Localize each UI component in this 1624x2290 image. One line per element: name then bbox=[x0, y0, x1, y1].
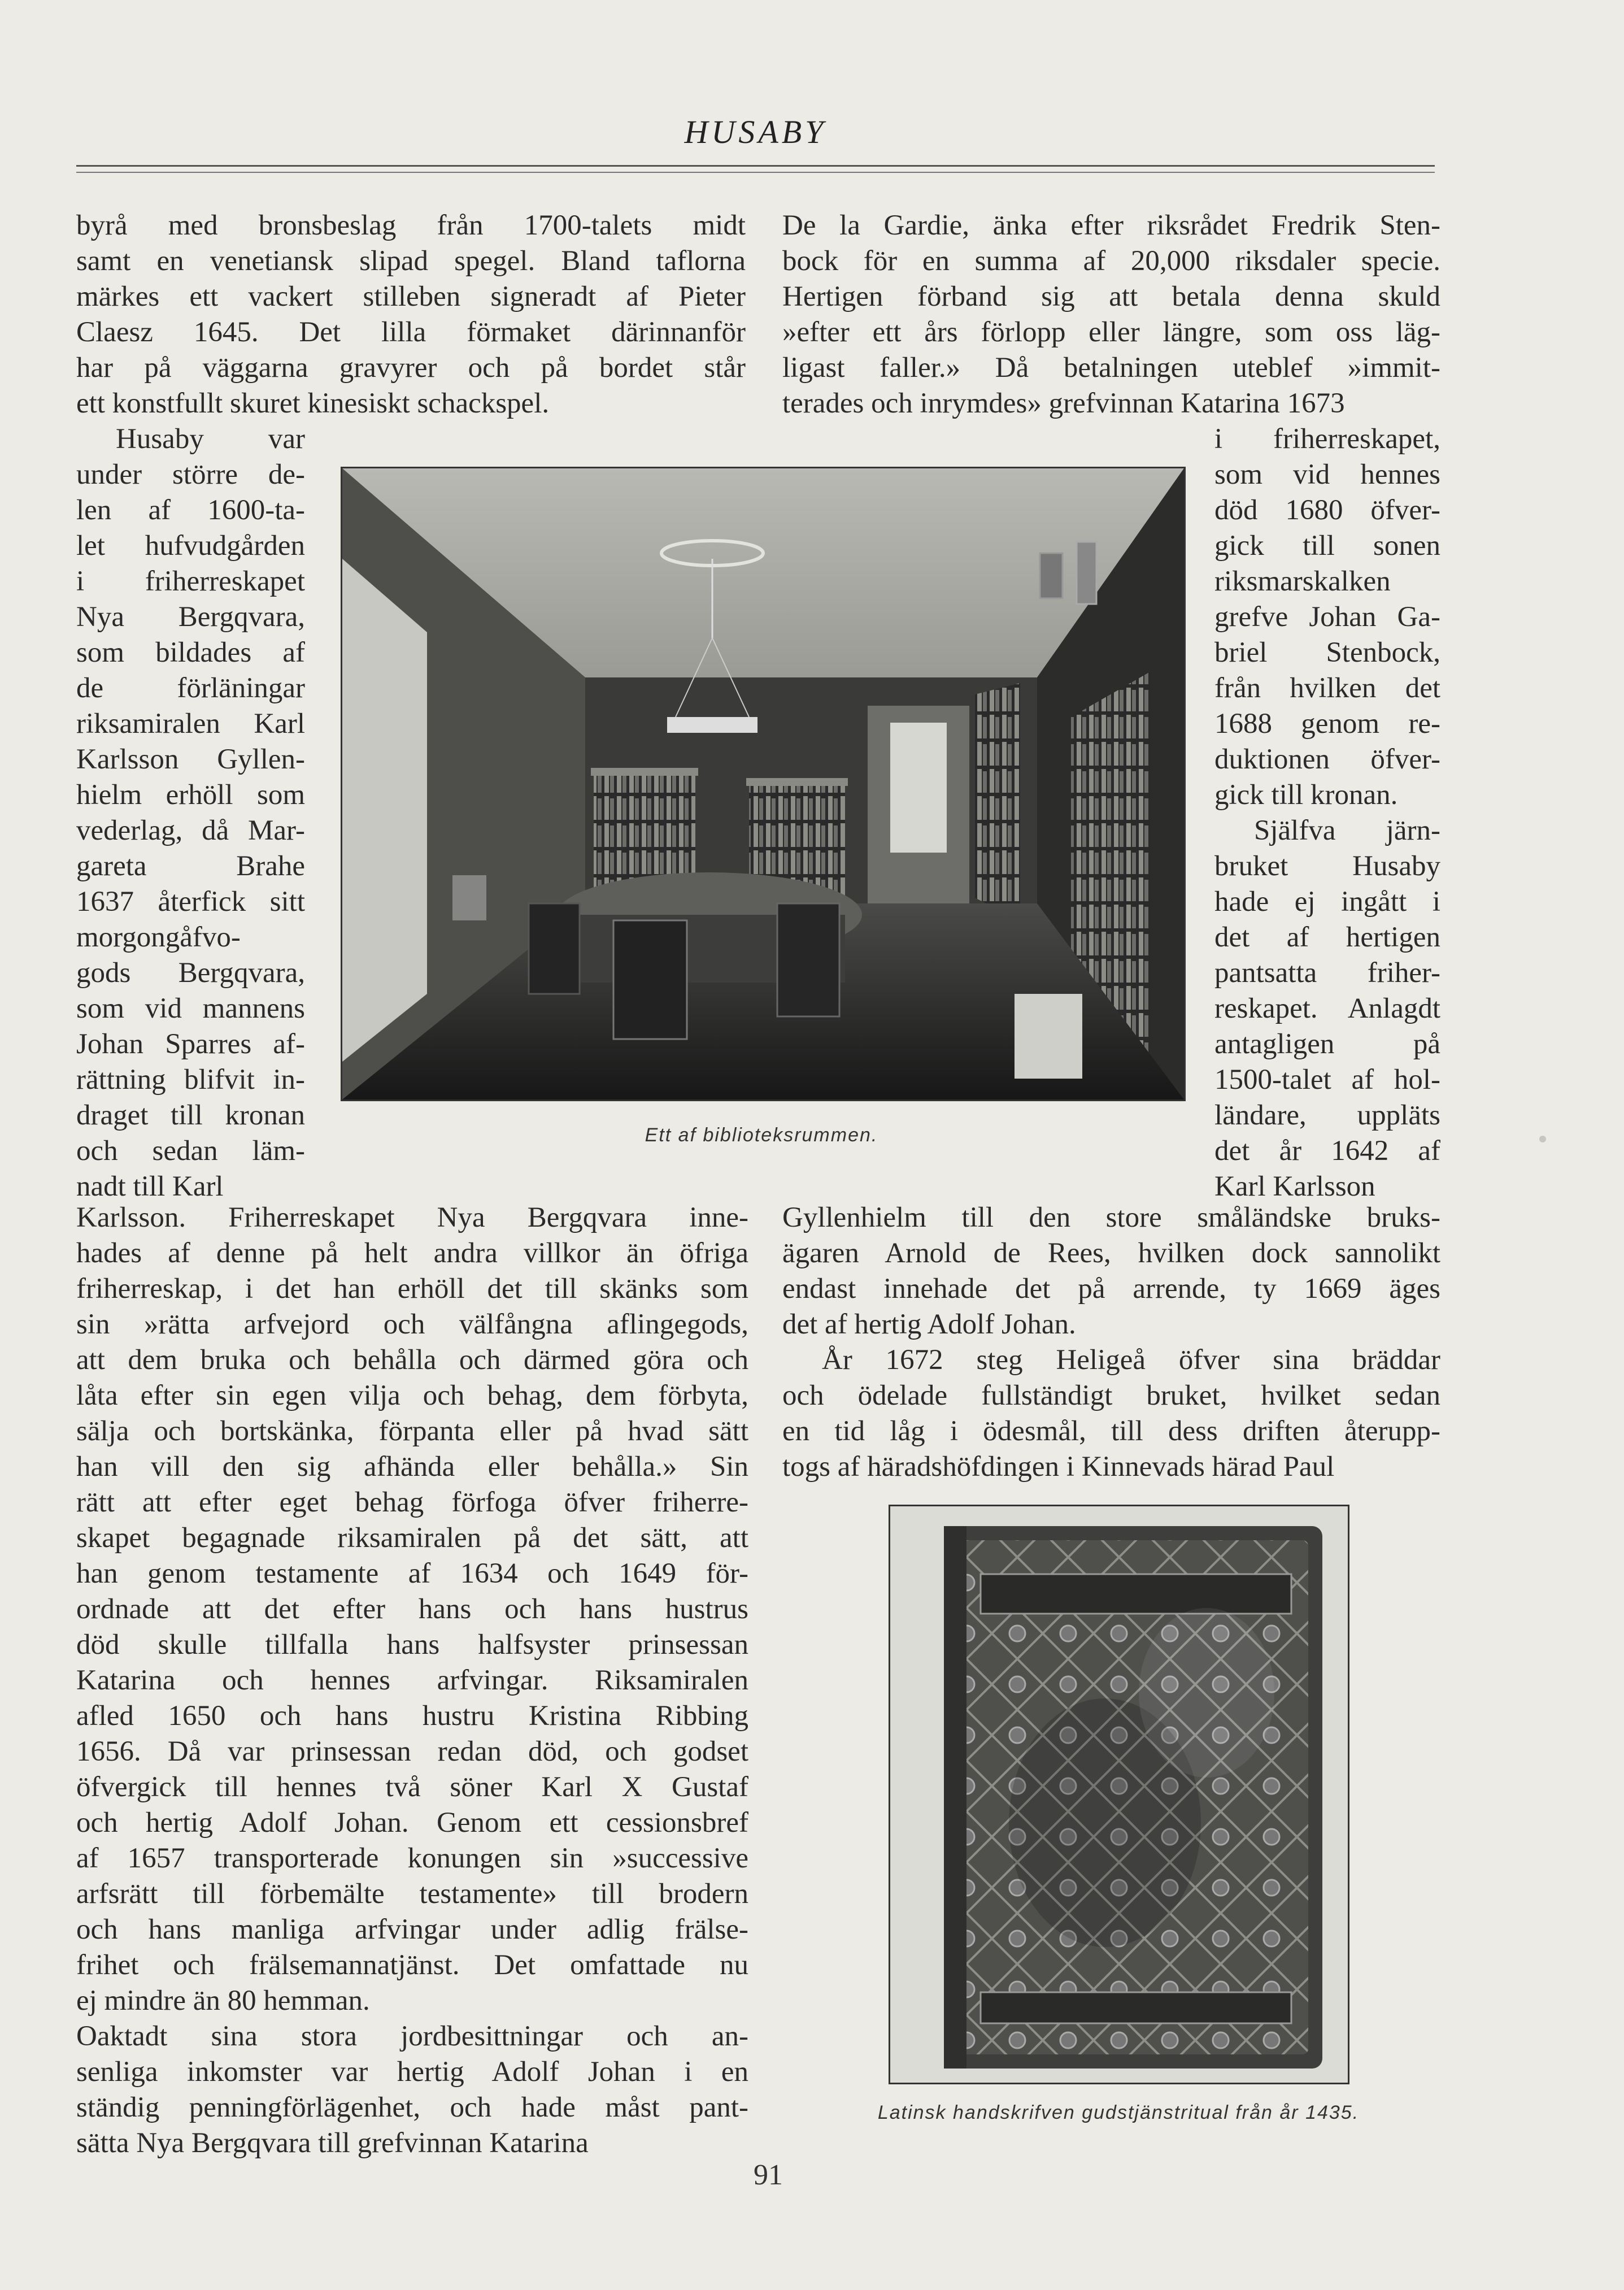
text-line: märkes ett vackert stilleben signeradt af Pieter bbox=[76, 281, 746, 312]
text-line: bock för en summa af 20,000 riksdaler specie. bbox=[782, 245, 1440, 277]
text-line: och ödelade fullständigt bruket, hvilket sedan bbox=[782, 1380, 1440, 1411]
text-line: 1500-talet af hol- bbox=[1214, 1064, 1440, 1096]
text-line: afled 1650 och hans hustru Kristina Ribbing bbox=[76, 1700, 748, 1732]
text-line: Katarina och hennes arfvingar. Riksamiralen bbox=[76, 1665, 748, 1696]
text-line: Själfva järn- bbox=[1254, 815, 1440, 846]
text-line: De la Gardie, änka efter riksrådet Fredrik Sten- bbox=[782, 210, 1440, 241]
text-line: det år 1642 af bbox=[1214, 1135, 1440, 1167]
text-line: ländare, uppläts bbox=[1214, 1100, 1440, 1131]
text-line: pantsatta friher- bbox=[1214, 957, 1440, 989]
text-line: gods Bergqvara, bbox=[76, 957, 305, 989]
text-line: han genom testamente af 1634 och 1649 för- bbox=[76, 1558, 748, 1589]
text-line: ordnade att det efter hans och hans hustrus bbox=[76, 1593, 748, 1625]
text-line: låta efter sin egen vilja och behag, dem förbyta, bbox=[76, 1380, 748, 1411]
right-column-narrow bbox=[1214, 422, 1440, 1205]
right-column-bottom bbox=[782, 1200, 1440, 1485]
text-line: som vid mannens bbox=[76, 993, 305, 1024]
text-line: i friherreskapet, bbox=[1214, 423, 1440, 455]
text-line: arfsrätt till förbemälte testamente» till brodern bbox=[76, 1878, 748, 1910]
text-line: det af hertigen bbox=[1214, 922, 1440, 953]
text-line: de förläningar bbox=[76, 672, 305, 704]
text-line: antagligen på bbox=[1214, 1028, 1440, 1060]
manuscript-caption: Latinsk handskrifven gudstjänstritual från år 1435. bbox=[877, 2102, 1360, 2123]
text-line: 1688 genom re- bbox=[1214, 708, 1440, 740]
text-line: Karlsson. Friherreskapet Nya Bergqvara inne- bbox=[76, 1202, 748, 1233]
page-number: 91 bbox=[754, 2159, 783, 2191]
text-line: riksamiralen Karl bbox=[76, 708, 305, 740]
text-line: År 1672 steg Heligeå öfver sina bräddar bbox=[822, 1344, 1440, 1376]
text-line: han vill den sig afhända eller behålla.» Sin bbox=[76, 1451, 748, 1483]
text-line: duktionen öfver- bbox=[1214, 744, 1440, 775]
text-line: af 1657 transporterade konungen sin »successive bbox=[76, 1843, 748, 1874]
text-line: sin »rätta arfvejord och välfångna aflingegods, bbox=[76, 1309, 748, 1340]
text-line: gick till kronan. bbox=[1214, 779, 1398, 811]
text-line: bruket Husaby bbox=[1214, 850, 1440, 882]
text-line: död skulle tillfalla hans halfsyster prinsessan bbox=[76, 1629, 748, 1661]
text-line: frihet och frälsemannatjänst. Det omfattade nu bbox=[76, 1949, 748, 1981]
text-line: Claesz 1645. Det lilla förmaket därinnanför bbox=[76, 316, 746, 348]
text-line: död 1680 öfver- bbox=[1214, 494, 1440, 526]
text-line: ej mindre än 80 hemman. bbox=[76, 1985, 370, 2017]
text-line: från hvilken det bbox=[1214, 672, 1440, 704]
text-line: gick till sonen bbox=[1214, 530, 1440, 562]
text-line: hade ej ingått i bbox=[1214, 886, 1440, 918]
text-line: och sedan läm- bbox=[76, 1135, 305, 1167]
left-column-top bbox=[76, 208, 746, 422]
text-line: Oaktadt sina stora jordbesittningar och an- bbox=[76, 2020, 748, 2052]
text-line: under större de- bbox=[76, 459, 305, 490]
left-column-bottom bbox=[76, 1200, 748, 2161]
text-line: 1637 återfick sitt bbox=[76, 886, 305, 918]
text-line: skapet begagnade riksamiralen på det sätt, att bbox=[76, 1522, 748, 1554]
text-line: en tid låg i ödesmål, till dess driften återupp- bbox=[782, 1415, 1440, 1447]
text-line: Karlsson Gyllen- bbox=[76, 744, 305, 775]
text-line: ägaren Arnold de Rees, hvilken dock sannolikt bbox=[782, 1237, 1440, 1269]
text-line: sälja och bortskänka, förpanta eller på hvad sätt bbox=[76, 1415, 748, 1447]
left-column-narrow bbox=[76, 422, 305, 1205]
right-column-top bbox=[782, 208, 1440, 422]
text-line: ett konstfullt skuret kinesiskt schackspel. bbox=[76, 388, 550, 419]
text-line: let hufvudgården bbox=[76, 530, 305, 562]
text-line: hades af denne på helt andra villkor än öfriga bbox=[76, 1237, 748, 1269]
text-line: gareta Brahe bbox=[76, 850, 305, 882]
text-line: nadt till Karl bbox=[76, 1171, 224, 1202]
text-line: endast innehade det på arrende, ty 1669 äges bbox=[782, 1273, 1440, 1305]
text-line: och hans manliga arfvingar under adlig frälse- bbox=[76, 1914, 748, 1945]
text-line: hielm erhöll som bbox=[76, 779, 305, 811]
text-line: len af 1600-ta- bbox=[76, 494, 305, 526]
text-line: ständig penningförlägenhet, och hade måst pant- bbox=[76, 2092, 748, 2123]
text-line: Gyllenhielm till den store småländske bruks- bbox=[782, 1202, 1440, 1233]
text-line: terades och inrymdes» grefvinnan Katarina 1673 bbox=[782, 388, 1345, 419]
text-line: öfvergick till hennes två söner Karl X Gustaf bbox=[76, 1771, 748, 1803]
text-line: och hertig Adolf Johan. Genom ett cessionsbref bbox=[76, 1807, 748, 1839]
text-line: ligast faller.» Då betalningen uteblef »immit- bbox=[782, 352, 1440, 384]
text-line: Karl Karlsson bbox=[1214, 1171, 1375, 1202]
text-line: Husaby var bbox=[116, 423, 305, 455]
speck bbox=[1539, 1136, 1546, 1142]
library-photo bbox=[341, 467, 1186, 1101]
text-line: samt en venetiansk slipad spegel. Bland taflorna bbox=[76, 245, 746, 277]
manuscript-photo bbox=[889, 1505, 1349, 2084]
header-rule bbox=[76, 165, 1435, 167]
text-line: sätta Nya Bergqvara till grefvinnan Katarina bbox=[76, 2127, 589, 2159]
text-line: Nya Bergqvara, bbox=[76, 601, 305, 633]
text-line: byrå med bronsbeslag från 1700-talets midt bbox=[76, 210, 746, 241]
text-line: 1656. Då var prinsessan redan död, och godset bbox=[76, 1736, 748, 1767]
text-line: briel Stenbock, bbox=[1214, 637, 1440, 668]
text-line: togs af häradshöfdingen i Kinnevads härad Paul bbox=[782, 1451, 1335, 1483]
text-line: vederlag, då Mar- bbox=[76, 815, 305, 846]
text-line: grefve Johan Ga- bbox=[1214, 601, 1440, 633]
text-line: i friherreskapet bbox=[76, 566, 305, 597]
text-line: Hertigen förband sig att betala denna skuld bbox=[782, 281, 1440, 312]
text-line: som bildades af bbox=[76, 637, 305, 668]
text-line: rättning blifvit in- bbox=[76, 1064, 305, 1096]
text-line: rätt att efter eget behag förfoga öfver friherre- bbox=[76, 1487, 748, 1518]
text-line: har på väggarna gravyrer och på bordet står bbox=[76, 352, 746, 384]
text-line: senliga inkomster var hertig Adolf Johan i en bbox=[76, 2056, 748, 2088]
text-line: friherreskap, i det han erhöll det till skänks som bbox=[76, 1273, 748, 1305]
library-caption: Ett af biblioteksrummen. bbox=[645, 1124, 878, 1146]
text-line: reskapet. Anlagdt bbox=[1214, 993, 1440, 1024]
text-line: det af hertig Adolf Johan. bbox=[782, 1309, 1076, 1340]
text-line: att dem bruka och behålla och därmed göra och bbox=[76, 1344, 748, 1376]
page-header: HUSABY bbox=[684, 114, 827, 150]
text-line: »efter ett års förlopp eller längre, som oss läg- bbox=[782, 316, 1440, 348]
text-line: morgongåfvo- bbox=[76, 922, 241, 953]
header-rule-thin bbox=[76, 172, 1435, 173]
text-line: riksmarskalken bbox=[1214, 566, 1391, 597]
text-line: som vid hennes bbox=[1214, 459, 1440, 490]
text-line: draget till kronan bbox=[76, 1100, 305, 1131]
text-line: Johan Sparres af- bbox=[76, 1028, 305, 1060]
